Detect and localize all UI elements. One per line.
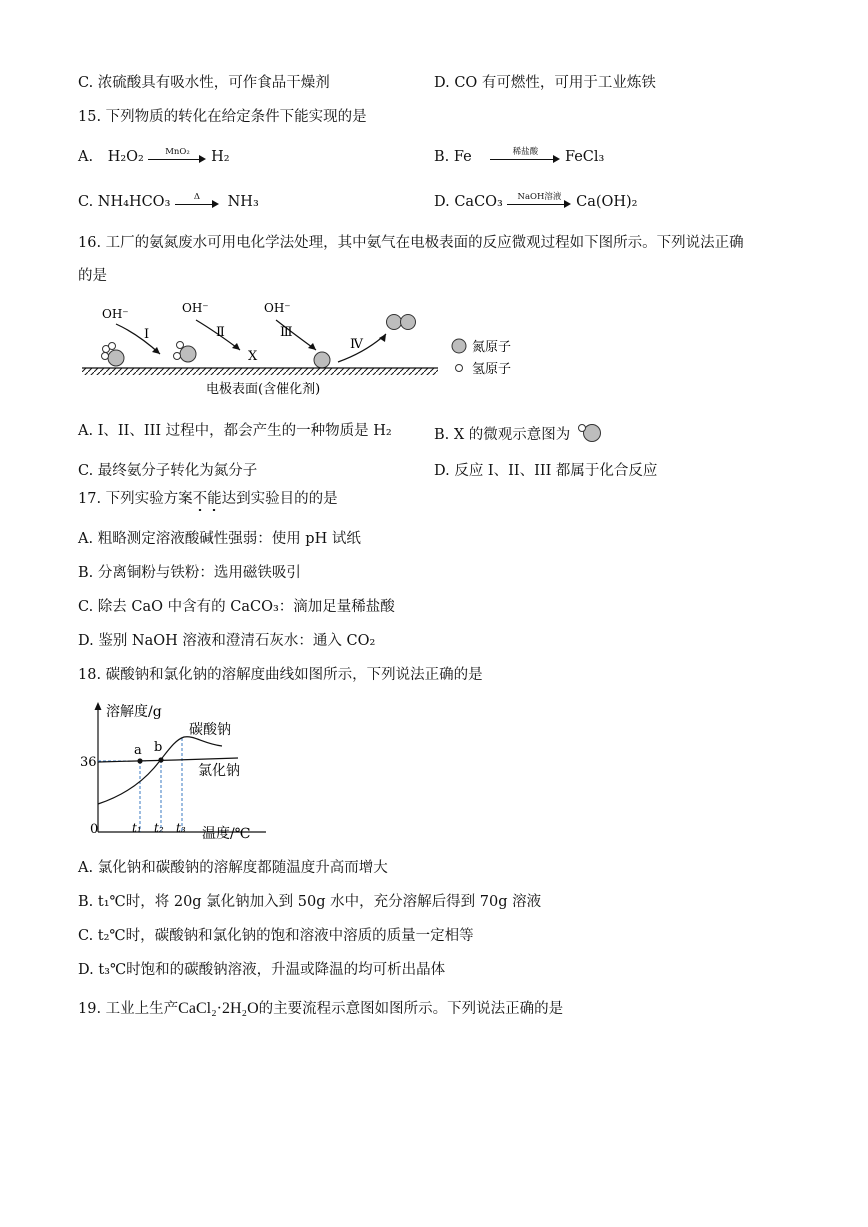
y-axis-label: 溶解度/g [106, 704, 162, 720]
step-label-1: Ⅰ [144, 327, 150, 342]
point-b [158, 757, 163, 762]
q19-stem-pre: 19. 工业上生产 [78, 1001, 179, 1017]
arrow-condition: MnO₂ [165, 147, 190, 157]
q16-stem-line2: 的是 [78, 268, 107, 284]
q14-option-d: D. CO 有可燃性，可用于工业炼铁 [434, 75, 656, 91]
q18-option-b: B. t₁℃时，将 20g 氯化钠加入到 50g 水中，充分溶解后得到 70g 溶液 [78, 894, 542, 910]
q16-option-d: D. 反应 I、II、III 都属于化合反应 [434, 463, 658, 479]
arrow-condition: NaOH溶液 [517, 192, 562, 202]
q17-option-d: D. 鉴别 NaOH 溶液和澄清石灰水：通入 CO₂ [78, 633, 376, 649]
q18-option-a: A. 氯化钠和碳酸钠的溶解度都随温度升高而增大 [78, 860, 388, 876]
q19-formula: CaCl₂·2H₂O [178, 1000, 259, 1017]
q15-option-c [78, 193, 259, 211]
oh-label-1: OH⁻ [102, 307, 129, 321]
q15-a-label: A. [78, 149, 94, 165]
q19-stem [78, 1000, 563, 1018]
q15-a-from: H₂O₂ [107, 149, 144, 165]
q17-option-a: A. 粗略测定溶液酸碱性强弱：使用 pH 试纸 [78, 531, 361, 547]
legend-n-circle [452, 339, 466, 353]
x-axis-label: 温度/℃ [202, 826, 251, 842]
q15-stem: 15. 下列物质的转化在给定条件下能实现的是 [78, 109, 367, 125]
n-atom-on-surface [314, 352, 330, 368]
q15-option-b [434, 148, 604, 166]
arrow-condition: 稀盐酸 [512, 147, 539, 157]
q14-option-c: C. 浓硫酸具有吸水性，可作食品干燥剂 [78, 75, 330, 91]
reaction-diagram [76, 294, 536, 404]
n2-molecule [387, 315, 416, 330]
x-molecule-figure [575, 422, 605, 444]
oh-label-3: OH⁻ [264, 301, 291, 315]
solubility-chart [76, 698, 276, 844]
q15-a-to: H₂ [211, 149, 230, 165]
q17-stem-post: 达到实验目的的是 [221, 491, 338, 507]
step-label-2: Ⅱ [216, 325, 225, 340]
reaction-arrow [490, 148, 560, 166]
q15-d-to: Ca(OH)₂ [576, 194, 638, 210]
q15-c-to: NH₃ [227, 194, 259, 210]
q15-option-a [78, 148, 230, 166]
reaction-arrow [148, 148, 206, 166]
q15-c-label: C. NH₄HCO₃ [78, 194, 171, 210]
q15-d-label: D. CaCO₃ [434, 194, 503, 210]
q16-option-c: C. 最终氨分子转化为氮分子 [78, 463, 258, 479]
point-a [137, 758, 142, 763]
q16-option-a: A. I、II、III 过程中，都会产生的一种物质是 H₂ [78, 423, 392, 439]
q15-b-to: FeCl₃ [564, 149, 605, 165]
q16-b-text: B. X 的微观示意图为 [434, 427, 571, 443]
q17-stem-emphasis: 不能 [192, 491, 222, 507]
q16-option-b [434, 422, 605, 444]
x-tick-t3: t₃ [176, 821, 186, 835]
legend-n-label: 氮原子 [472, 340, 512, 355]
series-label-na2co3: 碳酸钠 [189, 722, 231, 738]
nh3-molecule [102, 343, 125, 367]
arrow-condition: Δ [193, 192, 201, 202]
series-nacl [98, 758, 238, 762]
x-tick-t2: t₂ [154, 821, 164, 835]
point-b-label: b [154, 740, 163, 755]
legend-h-circle [456, 365, 463, 372]
point-a-label: a [134, 743, 142, 758]
reaction-arrow [175, 193, 219, 211]
x-label: X [248, 349, 258, 364]
q16-stem-line1: 16. 工厂的氨氮废水可用电化学法处理，其中氨气在电极表面的反应微观过程如下图所示。下列说法正确 [78, 235, 744, 251]
q15-option-d [434, 193, 638, 211]
q17-option-b: B. 分离铜粉与铁粉：选用磁铁吸引 [78, 565, 301, 581]
step-label-3: Ⅲ [280, 325, 293, 340]
electrode-surface-label: 电极表面(含催化剂) [206, 382, 321, 397]
q17-option-c: C. 除去 CaO 中含有的 CaCO₃：滴加足量稀盐酸 [78, 599, 395, 615]
q17-stem [78, 490, 338, 508]
q18-stem: 18. 碳酸钠和氯化钠的溶解度曲线如图所示，下列说法正确的是 [78, 667, 483, 683]
nh2-species [174, 342, 197, 363]
oh-label-2: OH⁻ [182, 301, 209, 315]
series-label-nacl: 氯化钠 [198, 763, 240, 779]
step-label-4: Ⅳ [350, 337, 363, 352]
y-axis-arrow [95, 702, 102, 710]
q18-option-d: D. t₃℃时饱和的碳酸钠溶液，升温或降温的均可析出晶体 [78, 962, 446, 978]
origin-label: 0 [90, 822, 99, 837]
electrode-surface-hatch [82, 368, 438, 375]
reaction-arrow [507, 193, 571, 211]
x-tick-t1: t₁ [132, 821, 142, 835]
legend-h-label: 氢原子 [472, 362, 512, 377]
q17-stem-pre: 17. 下列实验方案 [78, 491, 193, 507]
y-tick-36: 36 [80, 755, 97, 770]
q19-stem-post: 的主要流程示意图如图所示。下列说法正确的是 [258, 1001, 564, 1017]
q18-option-c: C. t₂℃时，碳酸钠和氯化钠的饱和溶液中溶质的质量一定相等 [78, 928, 474, 944]
q15-b-label: B. Fe [434, 149, 472, 165]
